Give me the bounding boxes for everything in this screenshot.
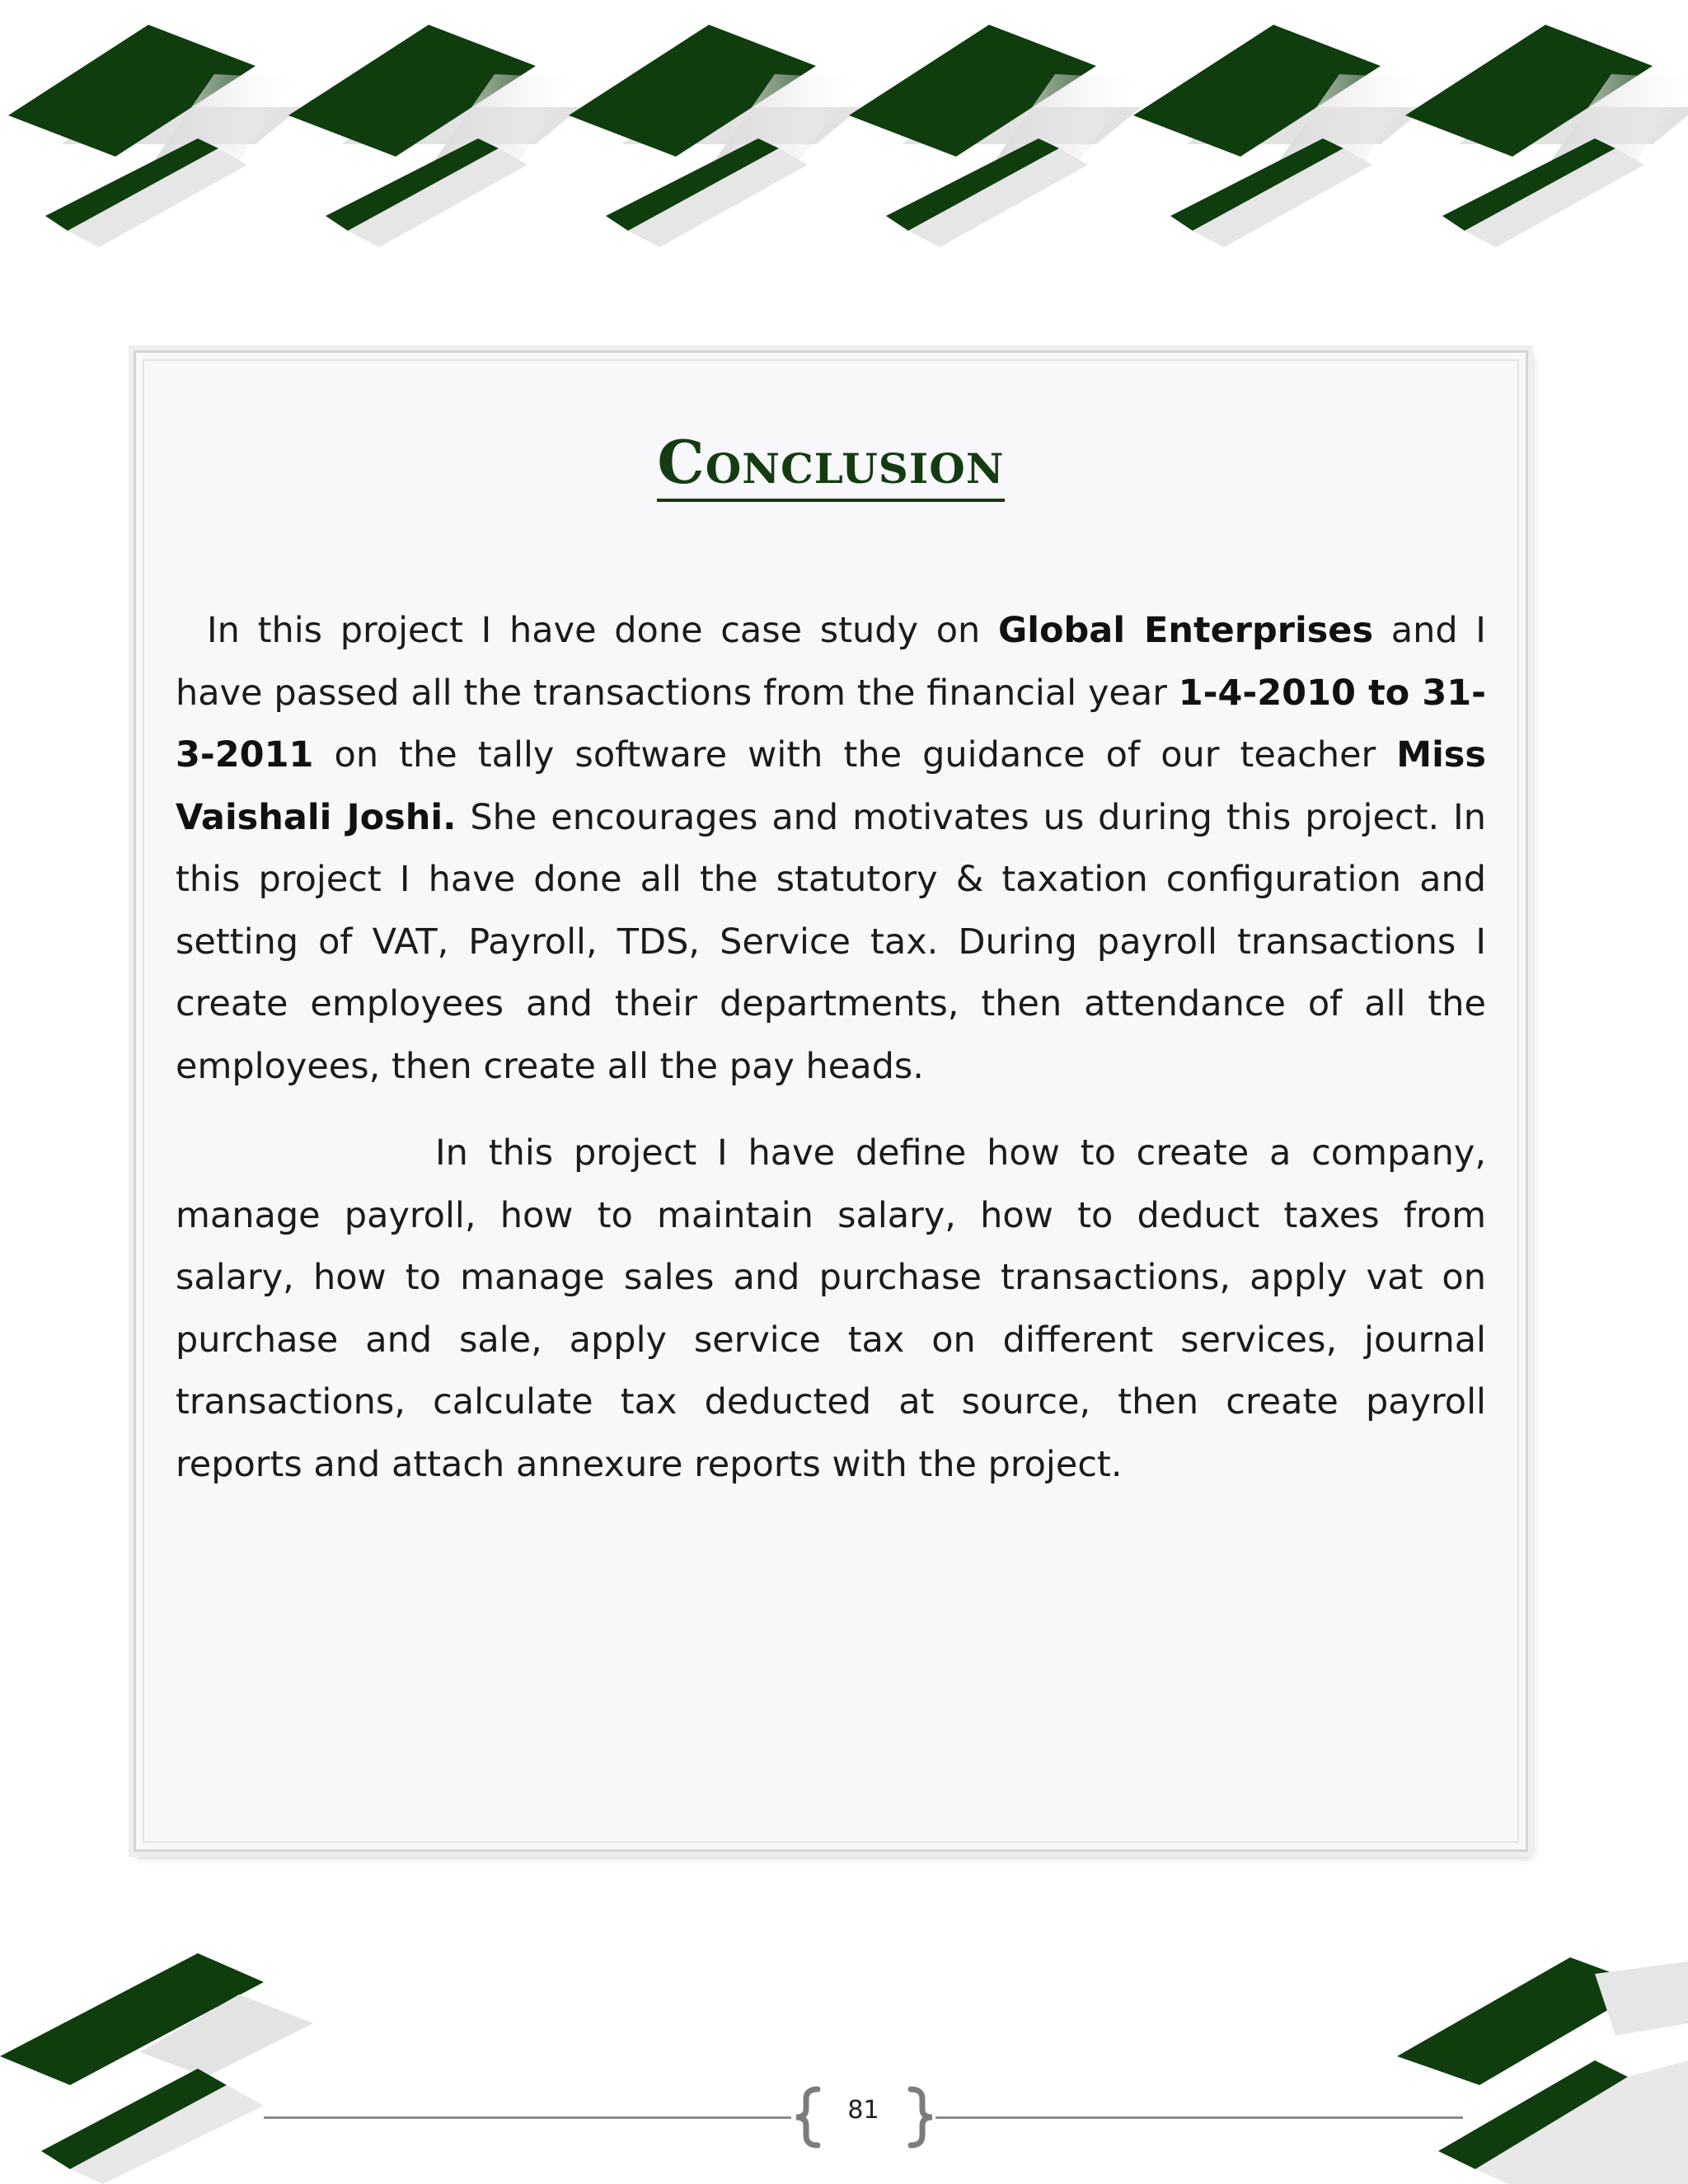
paragraph-2: In this project I have define how to create a company, manage payroll, how to maintain salary, how to deduct taxes from salary, how to manage sales and purchase transactions, apply vat on purchase and sale, apply service tax on different services, journal transactions, calculate tax deducted at source, then create payroll reports and attach annexure reports with the project. [176, 1132, 1486, 1485]
content-panel [134, 350, 1528, 1852]
teacher-name: Miss Vaishali Joshi. [176, 734, 1486, 838]
page-title [136, 427, 1526, 497]
footer-line-left [264, 2116, 791, 2119]
bottom-right-decoration [1397, 1957, 1688, 2184]
footer-line-right [935, 2116, 1463, 2119]
top-decorative-banner [0, 0, 1688, 297]
company-name: Global Enterprises [997, 610, 1374, 651]
page-number: 81 [847, 2096, 879, 2125]
financial-period: 1-4-2010 to 31-3-2011 [176, 672, 1486, 776]
paragraph-1: In this project I have done case study on Global Enterprises and I have passed all the transactions from the financial year 1-4-2010 to 31-3-2011 on the tally software with the guidance of our teacher Miss Vaishali Joshi. She encourages and motivates us during this project. In this project I have done all the statutory & taxation configuration and setting of VAT, Payroll, TDS, Service tax. During payroll transactions I create employees and their departments, then attendance of all the employees, then create all the pay heads. [176, 610, 1486, 1087]
page-title-text: Conclusion [657, 427, 1004, 502]
body-text [176, 600, 1486, 1496]
